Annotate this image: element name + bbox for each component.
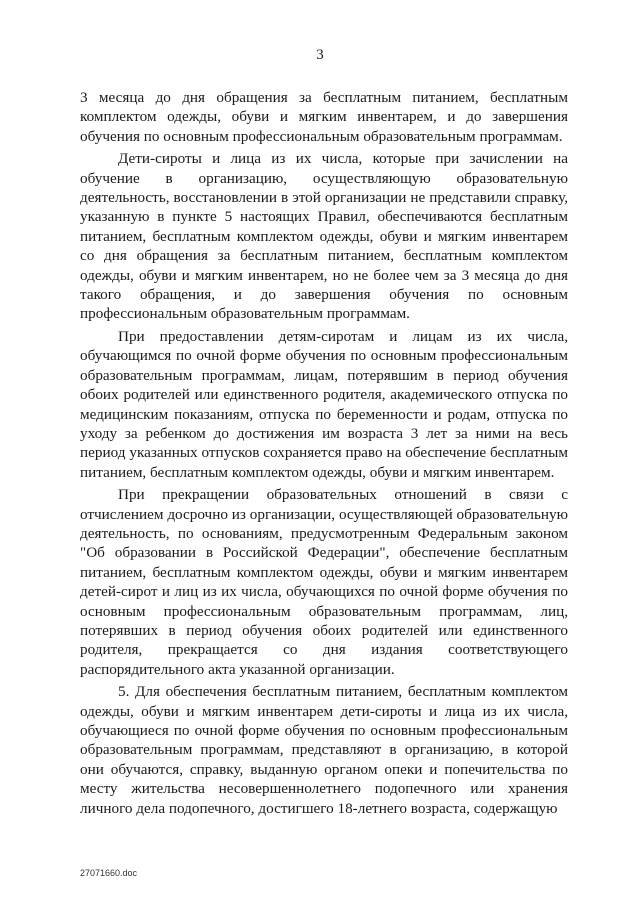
paragraph-3: При предоставлении детям-сиротам и лицам из их числа, обучающимся по очной форме обучения по основным профессиональным образовательным программам, лицам, потерявшим в период обучения обоих родителей или единственного родителя, академического отпуска по медицинским показаниям, отпуска по беременности и родам, отпуска по уходу за ребенком до достижения им возраста 3 лет за ними на весь период указанных отпусков сохраняется право на обеспечение бесплатным питанием, бесплатным комплектом одежды, обуви и мягким инвентарем.	[80, 327, 568, 481]
paragraph-2: Дети-сироты и лица из их числа, которые при зачислении на обучение в организацию, осуществляющую образовательную деятельность, восстановлении в этой организации не представили справку, указанную в пункте 5 настоящих Правил, обеспечиваются бесплатным питанием, бесплатным комплектом одежды, обуви и мягким инвентарем со дня обращения за бесплатным питанием, бесплатным комплектом одежды, обуви и мягким инвентарем, но не более чем за 3 месяца до дня такого обращения, и до завершения обучения по основным профессиональным образовательным программам.	[80, 150, 568, 323]
paragraph-4: При прекращении образовательных отношений в связи с отчислением досрочно из организации, осуществляющей образовательную деятельность, по основаниям, предусмотренным Федеральным законом "Об образовании в Российской Федерации", обеспечение бесплатным питанием, бесплатным комплектом одежды, обуви и мягким инвентарем детей-сирот и лиц из их числа, обучающихся по очной форме обучения по основным профессиональным образовательным программам, лиц, потерявших в период обучения обоих родителей или единственного родителя, прекращается со дня издания соответствующего распорядительного акта указанной организации.	[80, 486, 568, 678]
footer-file-code: 27071660.doc	[80, 868, 138, 878]
document-body	[80, 88, 568, 821]
paragraph-1: 3 месяца до дня обращения за бесплатным питанием, бесплатным комплектом одежды, обуви и мягким инвентарем, и до завершения обучения по основным профессиональным образовательным программам.	[80, 89, 568, 145]
page-number: 3	[316, 47, 324, 63]
paragraph-5: 5. Для обеспечения бесплатным питанием, бесплатным комплектом одежды, обуви и мягким инвентарем дети-сироты и лица из их числа, обучающиеся по очной форме обучения по основным профессиональным образовательным программам, представляют в организацию, в которой они обучаются, справку, выданную органом опеки и попечительства по месту жительства несовершеннолетнего подопечного или хранения личного дела подопечного, достигшего 18-летнего возраста, содержащую	[80, 683, 568, 817]
